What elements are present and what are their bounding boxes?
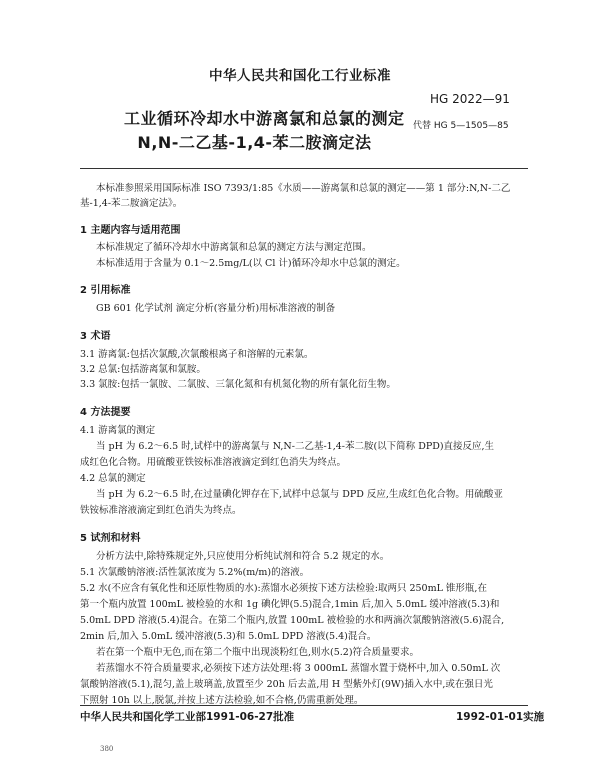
header-divider — [80, 168, 528, 169]
document-title-line1: 工业循环冷却水中游离氯和总氯的测定 — [124, 109, 405, 128]
section3-item1: 3.1 游离氯:包括次氯酸,次氯酸根离子和溶解的元素氯。 — [80, 349, 314, 360]
section5-item2-line5: 若在第一个瓶中无色,而在第二个瓶中出现淡粉红色,则水(5.2)符合质量要求。 — [96, 647, 420, 658]
document-title-line2: N,N-二乙基-1,4-苯二胺滴定法 — [137, 133, 372, 152]
section3-item2: 3.2 总氯:包括游离氯和氯胺。 — [80, 364, 206, 375]
section5-item2-line6: 若蒸馏水不符合质量要求,必须按下述方法处理:将 3 000mL 蒸馏水置于烧杯中,加入 0.50mL 次 — [96, 663, 501, 674]
approval-date: 中华人民共和国化学工业部1991-06-27批准 — [80, 711, 295, 723]
implementation-date: 1992-01-01实施 — [456, 711, 545, 723]
replaces-standard: 代替 HG 5—1505—85 — [413, 121, 509, 131]
footer-divider — [80, 705, 528, 706]
section3-item3: 3.3 氯胺:包括一氯胺、二氯胺、三氯化氮和有机氮化物的所有氯化衍生物。 — [80, 379, 396, 390]
page-number: 380 — [100, 745, 114, 753]
section4-1-line1: 当 pH 为 6.2～6.5 时,试样中的游离氯与 N,N-二乙基-1,4-苯二胺(以下简称 DPD)直接反应,生 — [96, 441, 495, 452]
intro-line1: 本标准参照采用国际标准 ISO 7393/1:85《水质——游离氯和总氯的测定——第 1 部分:N,N-二乙 — [96, 183, 511, 194]
section4-2-heading: 4.2 总氯的测定 — [80, 473, 146, 484]
section5-heading: 5 试剂和材料 — [80, 533, 141, 544]
section2-line1: GB 601 化学试剂 滴定分析(容量分析)用标准溶液的制备 — [96, 303, 336, 314]
section4-heading: 4 方法提要 — [80, 407, 131, 418]
section5-intro: 分析方法中,除特殊规定外,只应使用分析纯试剂和符合 5.2 规定的水。 — [96, 551, 390, 562]
section2-heading: 2 引用标准 — [80, 285, 131, 296]
issuing-organization: 中华人民共和国化工行业标准 — [209, 68, 391, 84]
standard-number: HG 2022—91 — [430, 92, 510, 106]
section5-item2-line1: 5.2 水(不应含有氧化性和还原性物质的水):蒸馏水必须按下述方法检验:取两只 250mL 锥形瓶,在 — [80, 583, 487, 594]
section5-item2-line4: 2min 后,加入 5.0mL 缓冲溶液(5.3)和 5.0mL DPD 溶液(5.4)混合。 — [80, 631, 377, 642]
section1-heading: 1 主题内容与适用范围 — [80, 225, 181, 236]
intro-line2: 基-1,4-苯二胺滴定法》。 — [80, 198, 183, 209]
section1-line2: 本标准适用于含量为 0.1～2.5mg/L(以 Cl 计)循环冷却水中总氯的测定。 — [96, 258, 406, 269]
section5-item2-line8: 下照射 10h 以上,脱氯,并按上述方法检验,如不合格,仍需重新处理。 — [80, 695, 364, 706]
section1-line1: 本标准规定了循环冷却水中游离氯和总氯的测定方法与测定范围。 — [96, 242, 372, 253]
section4-1-heading: 4.1 游离氯的测定 — [80, 425, 156, 436]
section3-heading: 3 术语 — [80, 331, 111, 342]
section5-item2-line3: 5.0mL DPD 溶液(5.4)混合。在第二个瓶内,放置 100mL 被检验的水和两滴次氯酸钠溶液(5.6)混合, — [80, 615, 505, 626]
section5-item2-line7: 氯酸钠溶液(5.1),混匀,盖上玻璃盖,放置至少 20h 后去盖,用 H 型紫外灯(9W)插入水中,或在强日光 — [80, 679, 493, 690]
section4-1-line2: 成红色化合物。用硫酸亚铁铵标准溶液滴定到红色消失为终点。 — [80, 457, 347, 468]
section4-2-line2: 铁铵标准溶液滴定到红色消失为终点。 — [80, 505, 242, 516]
section4-2-line1: 当 pH 为 6.2～6.5 时,在过量碘化钾存在下,试样中总氯与 DPD 反应,生成红色化合物。用硫酸亚 — [96, 489, 503, 500]
section5-item2-line2: 第一个瓶内放置 100mL 被检验的水和 1g 碘化钾(5.5)混合,1min 后,加入 5.0mL 缓冲溶液(5.3)和 — [80, 599, 500, 610]
section5-item1: 5.1 次氯酸钠溶液:活性氯浓度为 5.2%(m/m)的溶液。 — [80, 567, 310, 578]
